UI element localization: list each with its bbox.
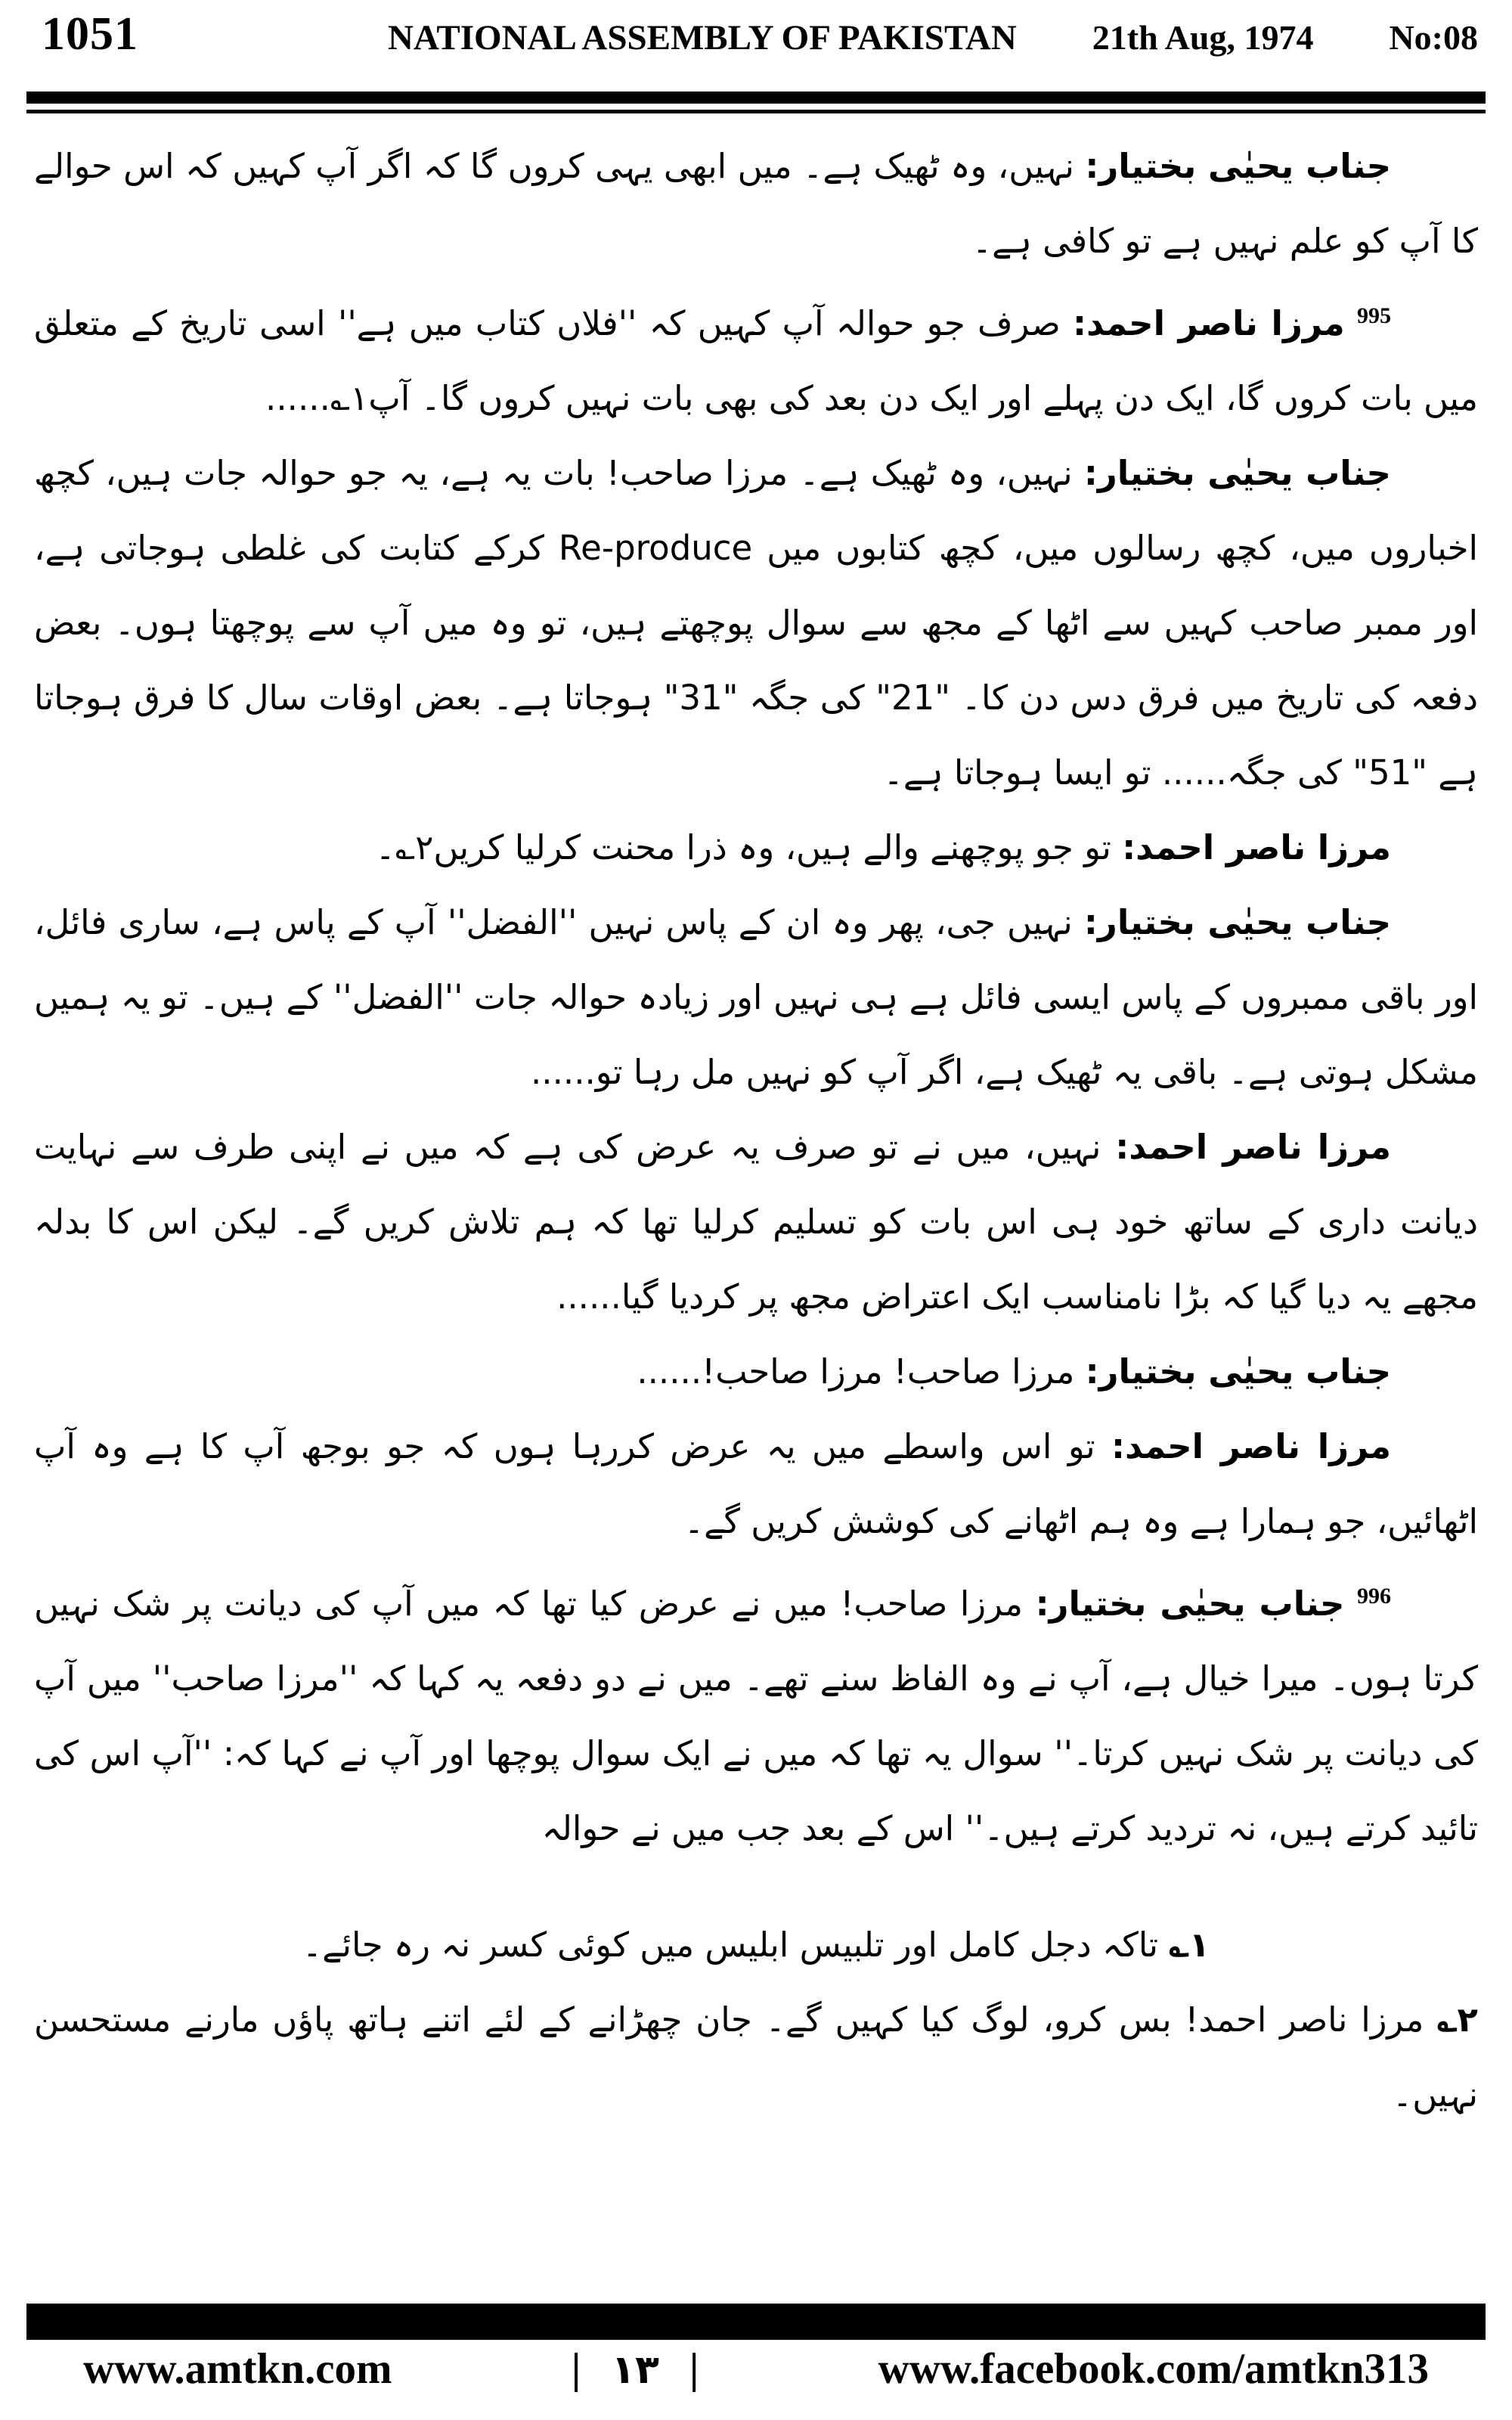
speech-paragraph — [34, 810, 1478, 885]
speech-text: نہیں، وہ ٹھیک ہے۔ مرزا صاحب! بات یہ ہے، یہ جو حوالہ جات ہیں، کچھ اخباروں میں، کچھ رسالوں میں، کچھ کتابوں میں Re-produce کرکے کتابت کی غلطی ہوجاتی ہے، اور ممبر صاحب کہیں سے اٹھا کے مجھ سے سوال پوچھتے ہیں، تو وہ میں آپ سے پوچھتا ہوں۔ بعض دفعہ کی تاریخ میں فرق دس دن کا۔ "21" کی جگہ "31" ہوجاتا ہے۔ بعض اوقات سال کا فرق ہوجاتا ہے "51" کی جگہ...... تو ایسا ہوجاتا ہے۔ — [34, 453, 1478, 793]
speech-text: نہیں، وہ ٹھیک ہے۔ میں ابھی یہی کروں گا کہ اگر آپ کہیں کہ اس حوالے کا آپ کو علم نہیں ہے تو کافی ہے۔ — [34, 146, 1478, 261]
speech-paragraph — [34, 129, 1478, 278]
footer-facebook-url: www.facebook.com/amtkn313 — [878, 2345, 1429, 2393]
footer-pipe-left: | — [571, 2345, 581, 2393]
footer-website-url: www.amtkn.com — [83, 2345, 392, 2393]
speech-paragraph — [34, 885, 1478, 1109]
page-title: NATIONAL ASSEMBLY OF PAKISTAN — [387, 18, 1017, 57]
footer-pipe-right: | — [689, 2345, 699, 2393]
page-header — [42, 8, 1478, 61]
speech-paragraph — [34, 1409, 1478, 1559]
speech-text: مرزا صاحب! مرزا صاحب!...... — [637, 1351, 1075, 1392]
speaker-name: مرزا ناصر احمد: — [1072, 303, 1345, 343]
speaker-name: جناب یحیٰی بختیار: — [1083, 902, 1391, 942]
speech-text: تو جو پوچھنے والے ہیں، وہ ذرا محنت کرلیا کریں۲؎۔ — [375, 827, 1111, 867]
footnote-text: مرزا ناصر احمد! بس کرو، لوگ کیا کہیں گے۔ جان چھڑانے کے لئے اتنے ہاتھ پاؤں مارنے مستحسن نہیں۔ — [34, 2000, 1478, 2114]
speaker-name: جناب یحیٰی بختیار: — [1083, 453, 1391, 493]
footnote-text: تاکہ دجل کامل اور تلبیس ابلیس میں کوئی کسر نہ رہ جائے۔ — [302, 1925, 1159, 1965]
footer-page-indicator — [572, 2344, 699, 2394]
footer-page-number-urdu: ۱۳ — [611, 2347, 659, 2393]
speaker-name: جناب یحیٰی بختیار: — [1085, 146, 1391, 186]
speaker-name: مرزا ناصر احمد: — [1115, 1127, 1391, 1167]
footnotes-section — [34, 1907, 1478, 2132]
speech-paragraph — [34, 1334, 1478, 1409]
paragraph-ref-number: 995 — [1357, 303, 1392, 328]
speaker-name: مرزا ناصر احمد: — [1111, 1426, 1391, 1466]
paragraph-ref-number: 996 — [1357, 1584, 1391, 1609]
footer-divider-bar — [26, 2304, 1486, 2340]
page-footer — [26, 2344, 1486, 2394]
header-divider-thick — [26, 92, 1486, 104]
speech-paragraph — [34, 1109, 1478, 1334]
footnote-marker: ۱؎ — [1169, 1925, 1210, 1965]
transcript-body — [34, 129, 1478, 2291]
speech-text: مرزا صاحب! میں نے عرض کیا تھا کہ میں آپ کی دیانت پر شک نہیں کرتا ہوں۔ میرا خیال ہے، آپ نے وہ الفاظ سنے تھے۔ میں نے دو دفعہ یہ کہا کہ ''مرزا صاحب'' میں آپ کی دیانت پر شک نہیں کرتا۔'' سوال یہ تھا کہ میں نے ایک سوال پوچھا اور آپ نے کہا کہ: ''آپ اس کی تائید کرتے ہیں، نہ تردید کرتے ہیں۔'' اس کے بعد جب میں نے حوالہ — [34, 1584, 1478, 1848]
speech-text: نہیں جی، پھر وہ ان کے پاس نہیں ''الفضل'' آپ کے پاس ہے، ساری فائل، اور باقی ممبروں کے پاس ایسی فائل ہے ہی نہیں اور زیادہ حوالہ جات ''الفضل'' کے ہیں۔ تو یہ ہمیں مشکل ہوتی ہے۔ باقی یہ ٹھیک ہے، اگر آپ کو نہیں مل رہا تو...... — [34, 902, 1478, 1092]
header-date: 21th Aug, 1974 — [1092, 18, 1314, 57]
footnote — [34, 1907, 1478, 1982]
page-number: 1051 — [42, 8, 138, 60]
speaker-name: جناب یحیٰی بختیار: — [1035, 1584, 1345, 1624]
header-divider-thin — [26, 110, 1486, 113]
speech-text: صرف جو حوالہ آپ کہیں کہ ''فلاں کتاب میں ہے'' اسی تاریخ کے متعلق میں بات کروں گا، ایک دن پہلے اور ایک دن بعد کی بھی بات نہیں کروں گا۔ آپ۱؎...... — [34, 303, 1478, 418]
speech-text: نہیں، میں نے تو صرف یہ عرض کی ہے کہ میں نے اپنی طرف سے نہایت دیانت داری کے ساتھ خود ہی اس بات کو تسلیم کرلیا تھا کہ ہم تلاش کریں گے۔ لیکن اس کا بدلہ مجھے یہ دیا گیا کہ بڑا نامناسب ایک اعتراض مجھ پر کردیا گیا...... — [34, 1127, 1478, 1317]
speech-paragraph — [34, 278, 1478, 436]
footnote-marker: ۲؎ — [1437, 2000, 1478, 2040]
footnote — [34, 1982, 1478, 2132]
speech-text: تو اس واسطے میں یہ عرض کررہا ہوں کہ جو بوجھ آپ کا ہے وہ آپ اٹھائیں، جو ہمارا ہے وہ ہم اٹھانے کی کوشش کریں گے۔ — [34, 1426, 1478, 1541]
speaker-name: جناب یحیٰی بختیار: — [1085, 1351, 1391, 1392]
speaker-name: مرزا ناصر احمد: — [1122, 827, 1391, 867]
header-issue-number: No:08 — [1389, 18, 1478, 57]
speech-paragraph — [34, 436, 1478, 810]
speech-paragraph — [34, 1559, 1478, 1866]
